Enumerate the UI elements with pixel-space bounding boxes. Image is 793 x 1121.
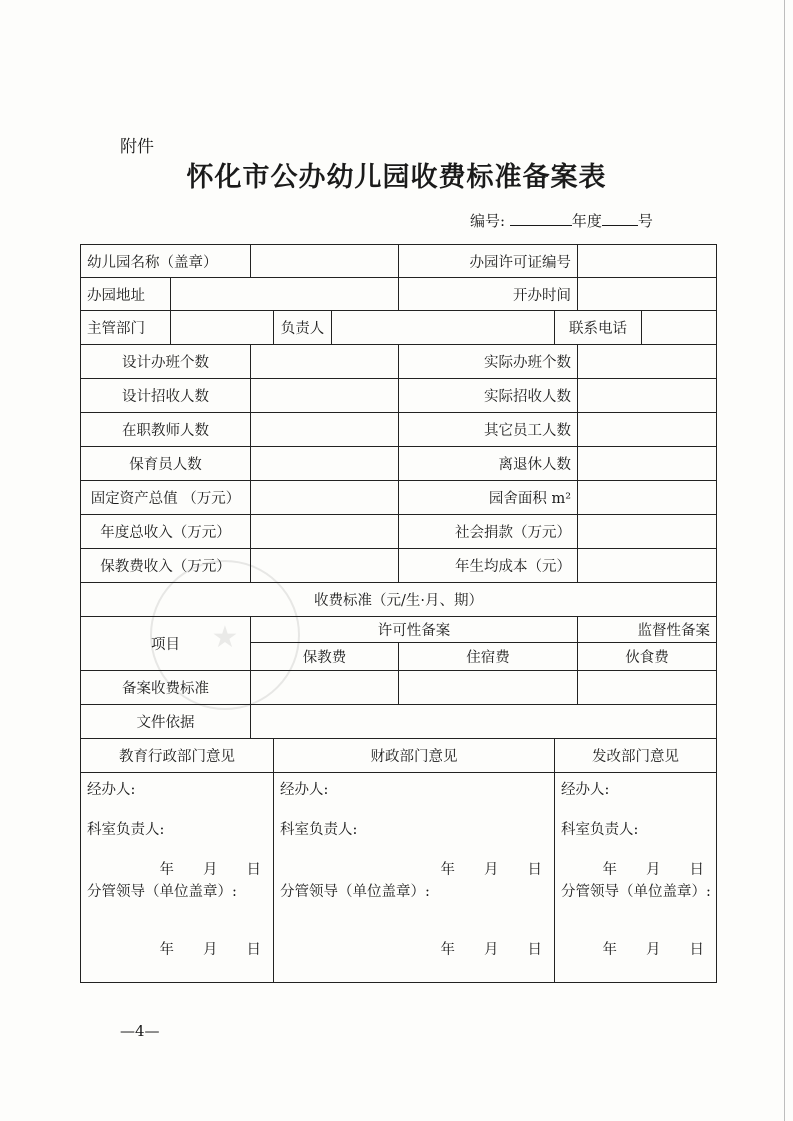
filing-form-table — [80, 244, 717, 983]
other-staff-field[interactable] — [578, 413, 717, 447]
avg-cost-field[interactable] — [578, 549, 717, 583]
person-in-charge-field[interactable] — [332, 311, 555, 345]
date-line: 年 月 日 — [159, 862, 261, 878]
open-date-label: 开办时间 — [399, 278, 578, 311]
fee-standard-title: 收费标准（元/生·月、期） — [81, 583, 717, 617]
education-opinion-header: 教育行政部门意见 — [81, 739, 274, 773]
actual-enrollment-field[interactable] — [578, 379, 717, 413]
attachment-label: 附件 — [120, 137, 154, 157]
kindergarten-name-label: 幼儿园名称（盖章） — [81, 245, 251, 278]
finance-opinion-header: 财政部门意见 — [274, 739, 555, 773]
kindergarten-name-field[interactable] — [251, 245, 399, 278]
year-label: 年度 — [571, 212, 602, 230]
teachers-field[interactable] — [251, 413, 399, 447]
education-opinion-box[interactable] — [81, 773, 274, 983]
section-head-label: 科室负责人: — [87, 822, 165, 838]
date-line: 年 月 日 — [602, 942, 705, 958]
actual-classes-field[interactable] — [578, 345, 717, 379]
date-line: 年 月 日 — [440, 942, 543, 958]
item-label: 项目 — [81, 617, 251, 671]
nurses-label: 保育员人数 — [81, 447, 251, 481]
authority-field[interactable] — [171, 311, 274, 345]
date-line: 年 月 日 — [440, 862, 543, 878]
authority-label: 主管部门 — [81, 311, 171, 345]
seal-star-icon: ★ — [211, 620, 239, 655]
other-staff-label: 其它员工人数 — [399, 413, 578, 447]
meal-fee-label: 伙食费 — [578, 643, 717, 671]
actual-classes-label: 实际办班个数 — [399, 345, 578, 379]
document-basis-field[interactable] — [251, 705, 717, 739]
annual-income-field[interactable] — [251, 515, 399, 549]
number-blank — [602, 211, 638, 226]
designed-enrollment-field[interactable] — [251, 379, 399, 413]
license-no-field[interactable] — [578, 245, 717, 278]
fixed-assets-label: 固定资产总值 （万元） — [81, 481, 251, 515]
development-opinion-box[interactable] — [555, 773, 717, 983]
number-year-blank — [510, 211, 572, 226]
retirees-label: 离退休人数 — [399, 447, 578, 481]
designed-enrollment-label: 设计招收人数 — [81, 379, 251, 413]
retirees-field[interactable] — [578, 447, 717, 481]
address-label: 办园地址 — [81, 278, 171, 311]
page-title: 怀化市公办幼儿园收费标准备案表 — [186, 162, 607, 193]
donations-label: 社会捐款（万元） — [399, 515, 578, 549]
licensed-filing-label: 许可性备案 — [251, 617, 578, 643]
document-number — [470, 210, 653, 231]
person-in-charge-label: 负责人 — [274, 311, 332, 345]
annual-income-label: 年度总收入（万元） — [81, 515, 251, 549]
leader-label: 分管领导（单位盖章）: — [87, 884, 237, 900]
page-number: —4— — [120, 1022, 160, 1040]
handler-label: 经办人: — [280, 782, 329, 798]
tuition-fee-field[interactable] — [251, 671, 399, 705]
supervisory-filing-label: 监督性备案 — [578, 617, 717, 643]
section-head-label: 科室负责人: — [280, 822, 358, 838]
filed-standard-label: 备案收费标准 — [81, 671, 251, 705]
tuition-fee-label: 保教费 — [251, 643, 399, 671]
leader-label: 分管领导（单位盖章）: — [561, 884, 711, 900]
license-no-label: 办园许可证编号 — [399, 245, 578, 278]
date-line: 年 月 日 — [602, 862, 705, 878]
designed-classes-label: 设计办班个数 — [81, 345, 251, 379]
building-area-label: 园舍面积 m² — [399, 481, 578, 515]
boarding-fee-field[interactable] — [399, 671, 578, 705]
designed-classes-field[interactable] — [251, 345, 399, 379]
section-head-label: 科室负责人: — [561, 822, 639, 838]
handler-label: 经办人: — [87, 782, 136, 798]
fixed-assets-field[interactable] — [251, 481, 399, 515]
building-area-field[interactable] — [578, 481, 717, 515]
date-line: 年 月 日 — [159, 942, 261, 958]
tuition-income-label: 保教费收入（万元） — [81, 549, 251, 583]
address-field[interactable] — [171, 278, 399, 311]
actual-enrollment-label: 实际招收人数 — [399, 379, 578, 413]
donations-field[interactable] — [578, 515, 717, 549]
document-basis-label: 文件依据 — [81, 705, 251, 739]
teachers-label: 在职教师人数 — [81, 413, 251, 447]
handler-label: 经办人: — [561, 782, 610, 798]
meal-fee-field[interactable] — [578, 671, 717, 705]
leader-label: 分管领导（单位盖章）: — [280, 884, 430, 900]
open-date-field[interactable] — [578, 278, 717, 311]
tuition-income-field[interactable] — [251, 549, 399, 583]
contact-phone-field[interactable] — [642, 311, 717, 345]
contact-phone-label: 联系电话 — [555, 311, 642, 345]
number-label: 编号: — [470, 212, 506, 230]
boarding-fee-label: 住宿费 — [399, 643, 578, 671]
finance-opinion-box[interactable] — [274, 773, 555, 983]
development-opinion-header: 发改部门意见 — [555, 739, 717, 773]
avg-cost-label: 年生均成本（元） — [399, 549, 578, 583]
nurses-field[interactable] — [251, 447, 399, 481]
number-suffix: 号 — [637, 212, 653, 230]
